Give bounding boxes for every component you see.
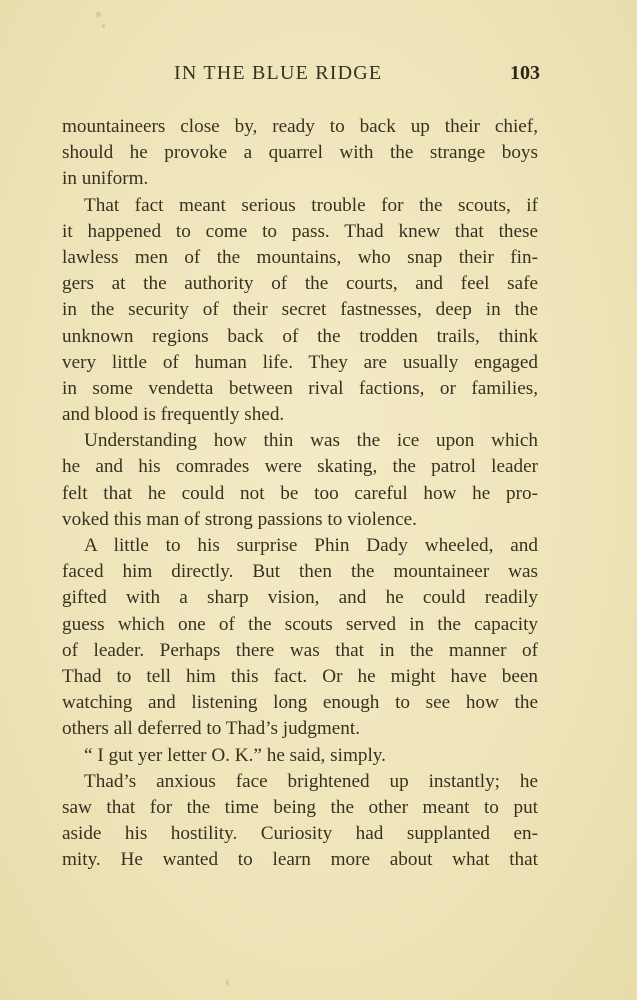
text-line: in uniform.	[62, 168, 149, 190]
text-line: saw that for the time being the other meant to put	[62, 796, 538, 818]
text-line: unknown regions back of the trodden trails, think	[62, 325, 538, 347]
text-line: lawless men of the mountains, who snap their fin-	[62, 246, 538, 268]
text-line: it happened to come to pass. Thad knew that these	[62, 220, 538, 242]
text-line: A little to his surprise Phin Dady wheeled, and	[84, 535, 538, 556]
text-line: felt that he could not be too careful how he pro-	[62, 482, 538, 504]
text-line: should he provoke a quarrel with the strange boys	[62, 142, 538, 164]
text-line: and blood is frequently shed.	[62, 404, 285, 426]
paper-speck	[96, 12, 101, 17]
text-line: “ I gut yer letter O. K.” he said, simply.	[84, 744, 386, 766]
paper-speck	[102, 24, 105, 28]
text-line: Thad to tell him this fact. Or he might have been	[62, 665, 538, 687]
text-line: gers at the authority of the courts, and feel safe	[62, 273, 538, 295]
text-line: Thad’s anxious face brightened up instantly; he	[84, 770, 538, 792]
text-line: very little of human life. They are usually engaged	[62, 351, 538, 373]
text-line: faced him directly. But then the mountaineer was	[62, 561, 538, 583]
text-line: That fact meant serious trouble for the scouts, if	[84, 194, 538, 216]
text-line: he and his comrades were skating, the patrol leader	[62, 456, 538, 478]
text-line: in some vendetta between rival factions, or families,	[62, 377, 538, 399]
page-number: 103	[510, 62, 540, 84]
text-line: aside his hostility. Curiosity had supplanted en-	[62, 823, 538, 845]
page-header	[62, 62, 540, 92]
text-line: of leader. Perhaps there was that in the manner of	[62, 639, 538, 661]
paper-speck	[226, 980, 229, 986]
text-line: gifted with a sharp vision, and he could readily	[62, 587, 538, 609]
text-line: Understanding how thin was the ice upon which	[84, 430, 538, 452]
text-line: mountaineers close by, ready to back up their chief,	[62, 116, 538, 137]
text-line: mity. He wanted to learn more about what that	[62, 849, 538, 871]
text-line: in the security of their secret fastnesses, deep in the	[62, 299, 538, 321]
text-line: voked this man of strong passions to violence.	[62, 508, 417, 530]
text-line: guess which one of the scouts served in the capacity	[62, 613, 538, 635]
text-line: others all deferred to Thad’s judgment.	[62, 718, 361, 740]
running-title: IN THE BLUE RIDGE	[174, 62, 383, 84]
body-text	[62, 114, 538, 873]
text-line: watching and listening long enough to see how the	[62, 692, 538, 714]
